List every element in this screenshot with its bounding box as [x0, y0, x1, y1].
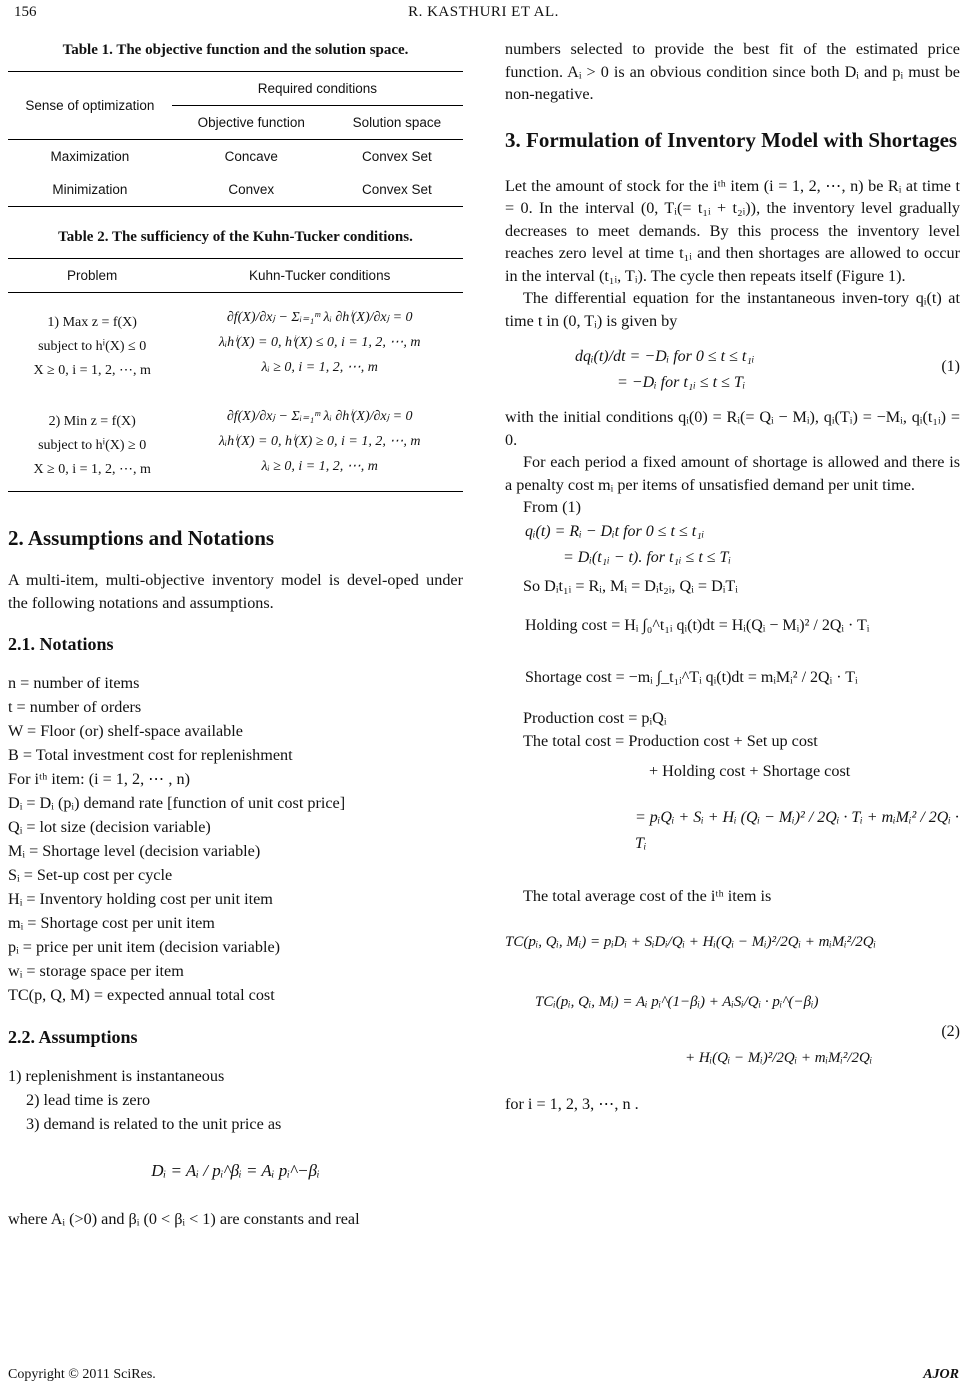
solution-line: qᵢ(t) = Rᵢ − Dᵢt for 0 ≤ t ≤ t₁ᵢ [525, 522, 705, 540]
table-row [8, 392, 463, 492]
t2-col-kt: Kuhn-Tucker conditions [249, 268, 391, 283]
journal-name: AJOR [923, 1367, 959, 1382]
t1-col-objective: Objective function [197, 115, 305, 130]
list-item: Dᵢ = Dᵢ (pᵢ) demand rate [function of unit cost price] [8, 794, 346, 812]
notations-heading: 2.1. Notations [8, 634, 114, 654]
kt-condition: ∂f(X)/∂xⱼ − Σᵢ₌₁ᵐ λᵢ ∂hⁱ(X)/∂xⱼ = 0 [226, 409, 413, 424]
solution-line: = Dᵢ(t₁ᵢ − t). for t₁ᵢ ≤ t ≤ Tᵢ [563, 548, 731, 566]
equation-2 [505, 989, 960, 1071]
kt-condition: λᵢ ≥ 0, i = 1, 2, ⋯, m [261, 459, 378, 474]
list-item: Hᵢ = Inventory holding cost per unit item [8, 890, 273, 908]
total-cost-line: + Holding cost + Shortage cost [649, 762, 851, 780]
para-stock: Let the amount of stock for the iᵗʰ item (i = 1, 2, ⋯, n) be Rᵢ at time t = 0. In the interval (0, Tᵢ(= t₁ᵢ + t₂ᵢ)), the inventory level gradually decreases to meet demands. By this process the inventory level reaches zero level at time t₁ᵢ and then shortages are allowed to occur in the interval (t₁ᵢ, Tᵢ). The cycle then repeats itself (Figure 1). [505, 176, 960, 285]
section2-heading: 2. Assumptions and Notations [8, 526, 275, 550]
kt-condition: λᵢhⁱ(X) = 0, hⁱ(X) ≥ 0, i = 1, 2, ⋯, m [218, 434, 421, 449]
problem-line: 1) Max z = f(X) [47, 315, 137, 330]
t1-col-required: Required conditions [172, 72, 463, 106]
section2-intro: A multi-item, multi-objective inventory model is devel-oped under the following notations and assumptions. [8, 571, 463, 612]
equation-1 [505, 344, 960, 396]
t2-conditions-2 [176, 392, 463, 492]
list-item: mᵢ = Shortage cost per unit item [8, 914, 215, 932]
table2 [8, 258, 463, 492]
list-item: n = number of items [8, 674, 140, 692]
t1-col-space: Solution space [352, 115, 442, 130]
avg-cost-intro: The total average cost of the iᵗʰ item is [523, 886, 772, 905]
list-item: 3) demand is related to the unit price as [26, 1115, 282, 1133]
kt-condition: λᵢhⁱ(X) = 0, hⁱ(X) ≤ 0, i = 1, 2, ⋯, m [218, 335, 421, 350]
table-cell: Convex [228, 182, 275, 197]
list-item: 1) replenishment is instantaneous [8, 1067, 225, 1085]
notation-list [8, 671, 463, 1007]
equation-number: (2) [941, 1023, 960, 1040]
production-cost: Production cost = pᵢQᵢ [523, 709, 667, 727]
para-differential: The differential equation for the instantaneous inven-tory qᵢ(t) at time t in (0, Tᵢ) is given by [505, 289, 960, 330]
t2-problem-2 [8, 392, 176, 492]
demand-equation: Dᵢ = Aᵢ / pᵢ^βᵢ = Aᵢ pᵢ^−βᵢ [151, 1161, 320, 1180]
copyright: Copyright © 2011 SciRes. [8, 1367, 156, 1382]
list-item: wᵢ = storage space per item [8, 962, 184, 980]
list-item: t = number of orders [8, 698, 142, 716]
kt-condition: ∂f(X)/∂xⱼ − Σᵢ₌₁ᵐ λᵢ ∂hⁱ(X)/∂xⱼ = 0 [226, 310, 413, 325]
total-cost-line: The total cost = Production cost + Set up cost [523, 731, 818, 750]
table-row [8, 173, 463, 207]
problem-line: X ≥ 0, i = 1, 2, ⋯, m [33, 462, 151, 477]
problem-line: subject to hⁱ(X) ≤ 0 [38, 339, 147, 354]
section3-heading: 3. Formulation of Inventory Model with Shortages [505, 127, 958, 152]
t2-conditions-1 [176, 293, 463, 393]
shortage-cost: Shortage cost = −mᵢ ∫_t₁ᵢ^Tᵢ qᵢ(t)dt = mᵢMᵢ² / 2Qᵢ · Tᵢ [525, 669, 858, 686]
left-column [8, 28, 463, 1231]
table-cell: Maximization [50, 149, 130, 164]
table-cell: Convex Set [361, 182, 432, 197]
holding-cost: Holding cost = Hᵢ ∫₀^t₁ᵢ qᵢ(t)dt = Hᵢ(Qᵢ − Mᵢ)² / 2Qᵢ · Tᵢ [525, 617, 870, 634]
table-cell: Minimization [52, 182, 128, 197]
right-column [505, 28, 960, 1116]
continued-text: numbers selected to provide the best fit of the estimated price function. Aᵢ > 0 is an obvious condition since both Dᵢ and pᵢ must be non-negative. [505, 40, 960, 103]
page-number: 156 [14, 4, 37, 20]
list-item: pᵢ = price per unit item (decision variable) [8, 938, 281, 956]
para-initial: with the initial conditions qᵢ(0) = Rᵢ(= Qᵢ − Mᵢ), qᵢ(Tᵢ) = −Mᵢ, qᵢ(t₁ᵢ) = 0. [505, 408, 960, 449]
avg-cost-eq: TC(pᵢ, Qᵢ, Mᵢ) = pᵢDᵢ + SᵢDᵢ/Qᵢ + Hᵢ(Qᵢ − Mᵢ)²/2Qᵢ + mᵢMᵢ²/2Qᵢ [505, 934, 877, 950]
eq1-line: = −Dᵢ for t₁ᵢ ≤ t ≤ Tᵢ [617, 374, 746, 391]
kt-condition: λᵢ ≥ 0, i = 1, 2, ⋯, m [261, 360, 378, 375]
running-title: R. KASTHURI ET AL. [408, 4, 559, 20]
list-item: W = Floor (or) shelf-space available [8, 722, 243, 740]
table-row [8, 293, 463, 393]
from-eq1: From (1) [523, 498, 581, 516]
equation-number: (1) [941, 358, 960, 375]
problem-line: 2) Min z = f(X) [48, 414, 136, 429]
table-row [8, 140, 463, 174]
closing-text: where Aᵢ (>0) and βᵢ (0 < βᵢ < 1) are constants and real [8, 1210, 360, 1228]
list-item: 2) lead time is zero [26, 1091, 151, 1109]
para-penalty: For each period a fixed amount of shortage is allowed and there is a penalty cost mᵢ per items of unsatisfied demand per unit time. [505, 453, 960, 494]
list-item: Qᵢ = lot size (decision variable) [8, 818, 211, 836]
list-item: For iᵗʰ item: (i = 1, 2, ⋯ , n) [8, 770, 190, 788]
so-line: So Dᵢt₁ᵢ = Rᵢ, Mᵢ = Dᵢt₂ᵢ, Qᵢ = DᵢTᵢ [523, 576, 738, 595]
t2-col-problem: Problem [67, 268, 118, 283]
table-cell: Convex Set [361, 149, 432, 164]
list-item: Mᵢ = Shortage level (decision variable) [8, 842, 261, 860]
eq1-line: dqᵢ(t)/dt = −Dᵢ for 0 ≤ t ≤ t₁ᵢ [575, 348, 755, 365]
index-range: for i = 1, 2, 3, ⋯, n . [505, 1095, 639, 1113]
table2-caption: Table 2. The sufficiency of the Kuhn-Tucker conditions. [58, 229, 413, 245]
list-item: Sᵢ = Set-up cost per cycle [8, 866, 173, 884]
table1 [8, 71, 463, 207]
assumption-list [8, 1064, 463, 1136]
eq2-line: TCᵢ(pᵢ, Qᵢ, Mᵢ) = Aᵢ pᵢ^(1−βᵢ) + AᵢSᵢ/Qᵢ · pᵢ^(−βᵢ) [535, 994, 819, 1010]
assumptions-heading: 2.2. Assumptions [8, 1027, 138, 1047]
eq2-line: + Hᵢ(Qᵢ − Mᵢ)²/2Qᵢ + mᵢMᵢ²/2Qᵢ [685, 1050, 873, 1066]
list-item: B = Total investment cost for replenishment [8, 746, 293, 764]
table1-caption: Table 1. The objective function and the solution space. [62, 42, 409, 58]
problem-line: X ≥ 0, i = 1, 2, ⋯, m [33, 363, 151, 378]
t2-problem-1 [8, 293, 176, 393]
problem-line: subject to hⁱ(X) ≥ 0 [38, 438, 147, 453]
list-item: TC(p, Q, M) = expected annual total cost [8, 986, 275, 1004]
table-cell: Concave [224, 149, 278, 164]
t1-col-sense: Sense of optimization [25, 98, 155, 113]
total-cost-formula: = pᵢQᵢ + Sᵢ + Hᵢ (Qᵢ − Mᵢ)² / 2Qᵢ · Tᵢ + mᵢMᵢ² / 2Qᵢ · Tᵢ [635, 808, 959, 852]
